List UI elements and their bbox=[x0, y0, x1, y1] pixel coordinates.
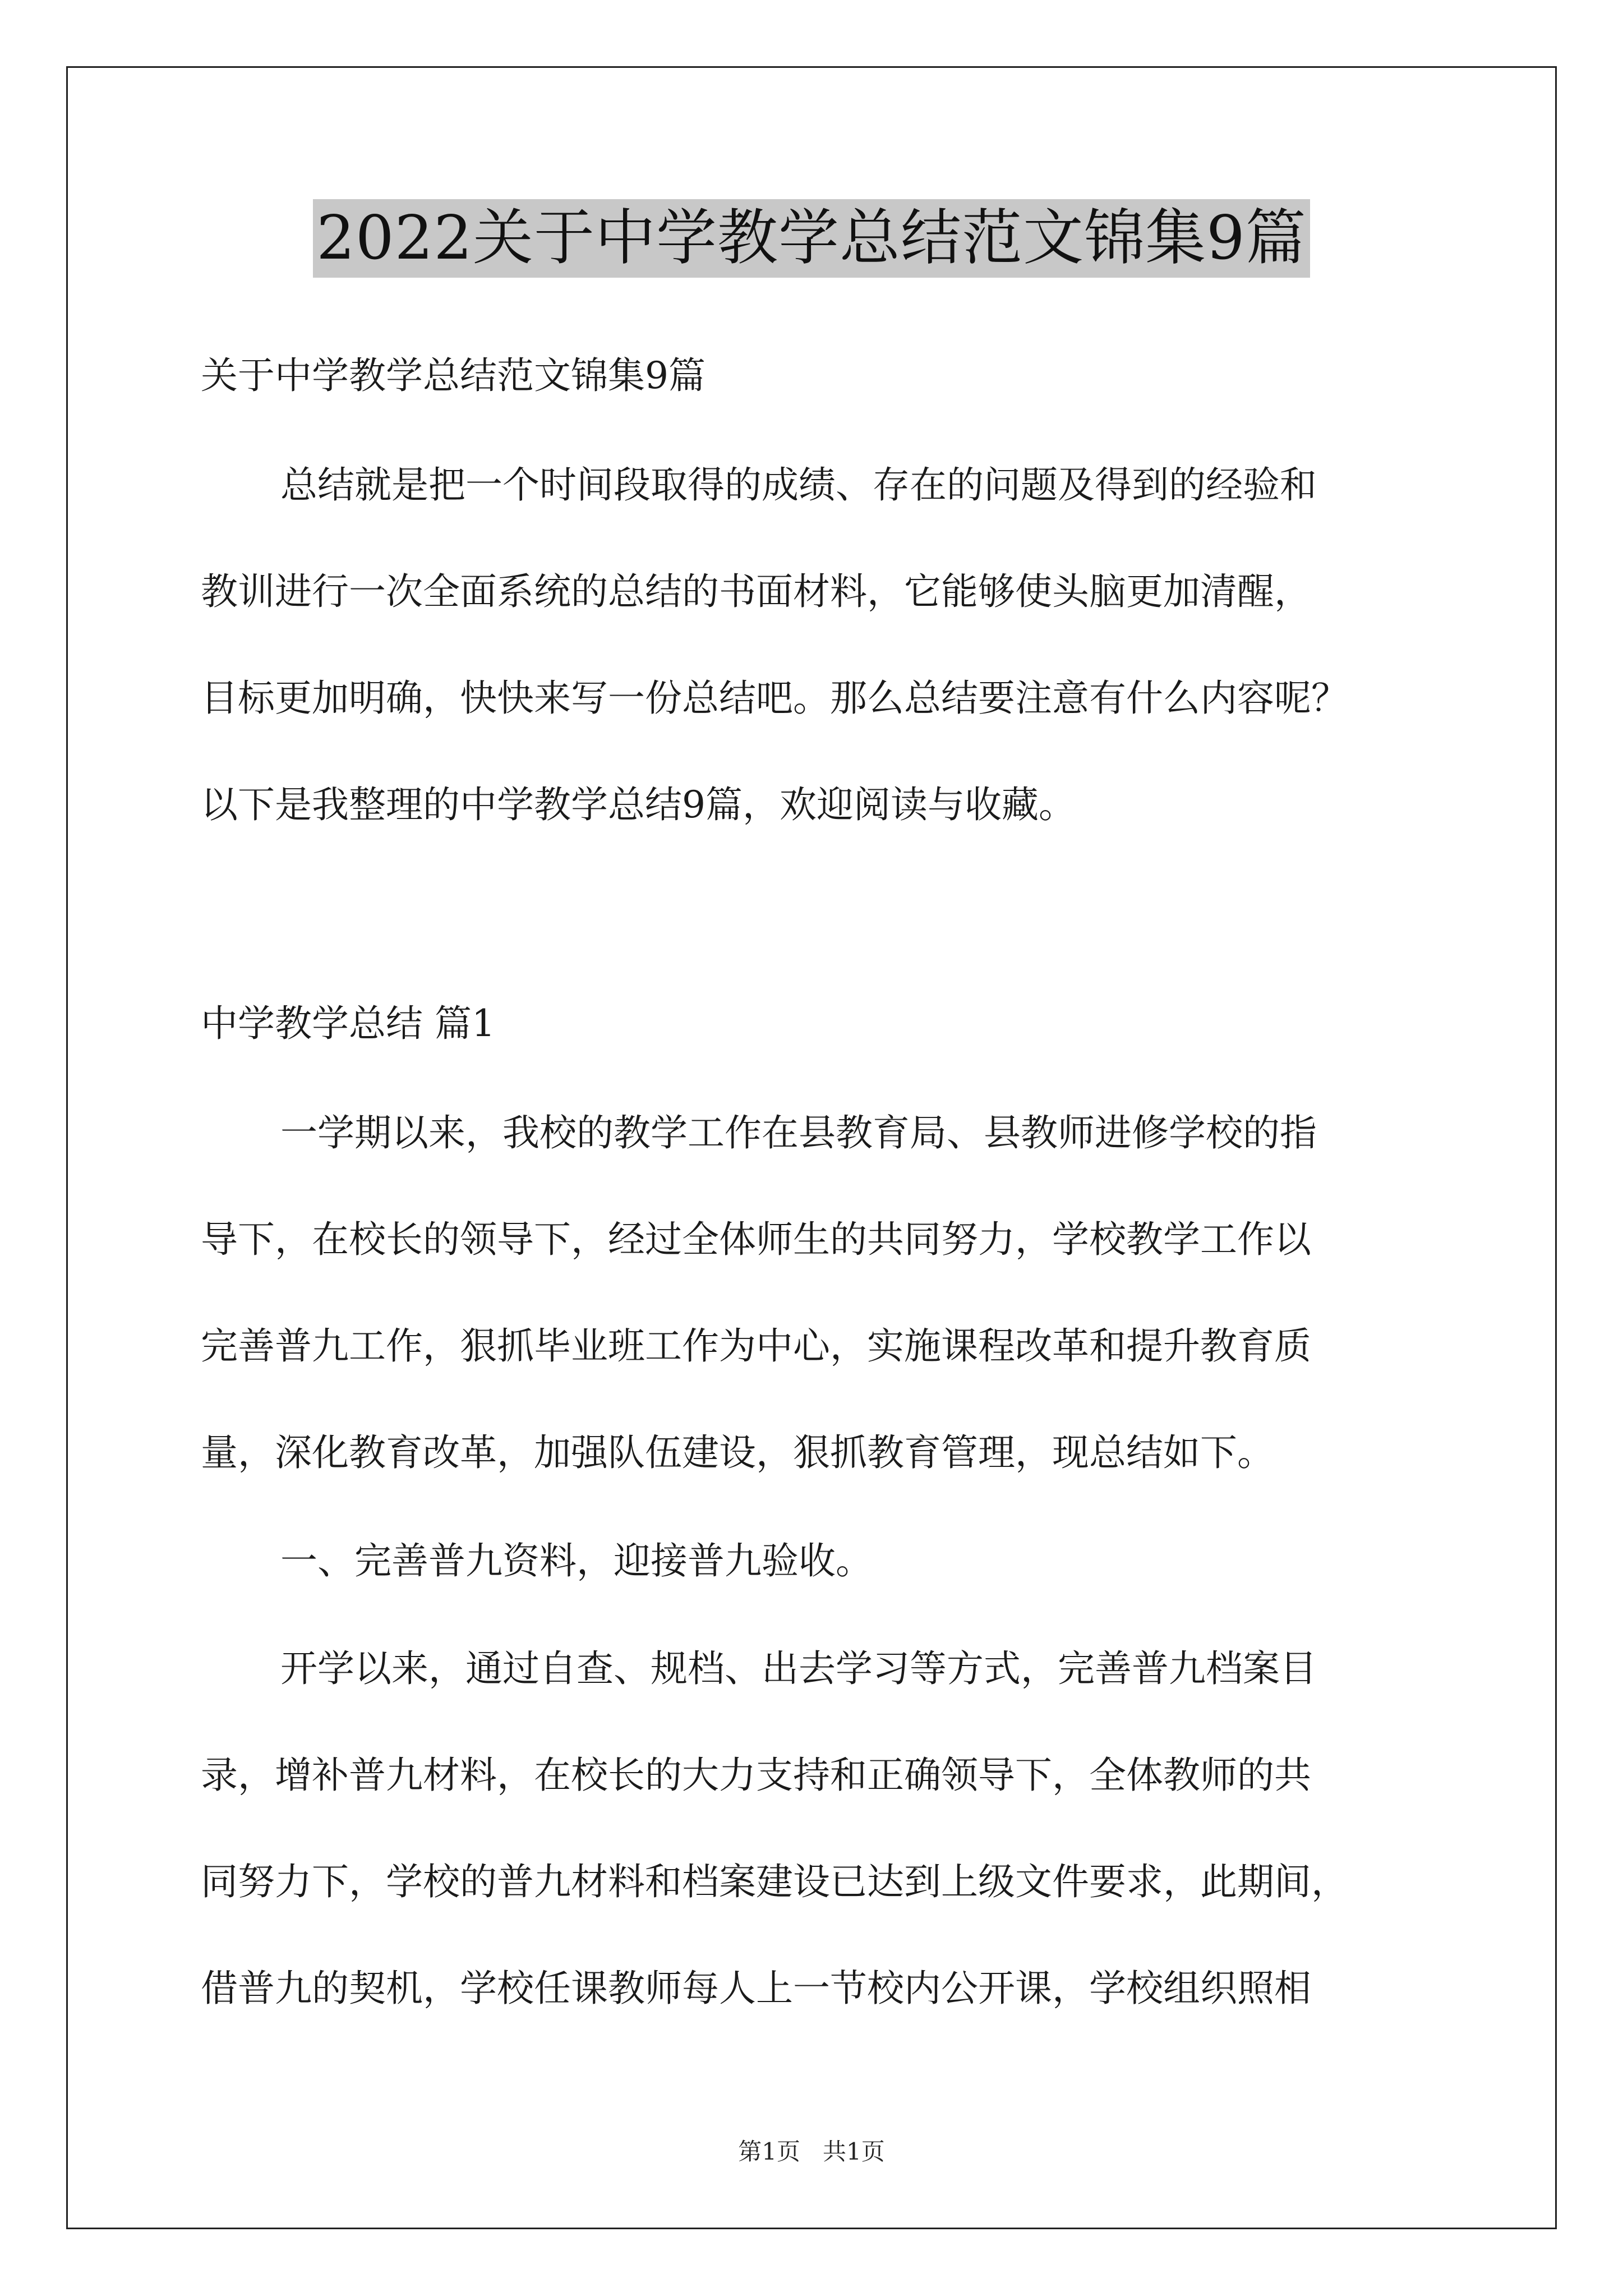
paragraph-line: 导下，在校长的领导下，经过全体师生的共同努力，学校教学工作以 bbox=[201, 1218, 1311, 1261]
title-container bbox=[0, 199, 1623, 278]
section-heading: 中学教学总结 篇1 bbox=[201, 1002, 495, 1045]
paragraph-line: 开学以来，通过自查、规档、出去学习等方式，完善普九档案目 bbox=[280, 1647, 1317, 1690]
paragraph-line: 录，增补普九材料，在校长的大力支持和正确领导下，全体教师的共 bbox=[201, 1754, 1311, 1797]
document-title: 2022关于中学教学总结范文锦集9篇 bbox=[313, 199, 1310, 278]
page-number: 第1页 bbox=[738, 2138, 800, 2165]
intro-line-2: 教训进行一次全面系统的总结的书面材料，它能够使头脑更加清醒， bbox=[201, 570, 1311, 613]
list-item-heading: 一、完善普九资料，迎接普九验收。 bbox=[280, 1539, 873, 1582]
page-footer bbox=[0, 2136, 1623, 2168]
paragraph-line: 一学期以来，我校的教学工作在县教育局、县教师进修学校的指 bbox=[280, 1111, 1317, 1154]
paragraph-line: 借普九的契机，学校任课教师每人上一节校内公开课，学校组织照相 bbox=[201, 1967, 1311, 2010]
paragraph-line: 完善普九工作，狠抓毕业班工作为中心，实施课程改革和提升教育质 bbox=[201, 1324, 1311, 1368]
page-total: 共1页 bbox=[823, 2138, 885, 2165]
intro-line-4: 以下是我整理的中学教学总结9篇，欢迎阅读与收藏。 bbox=[201, 783, 1076, 826]
paragraph-line: 同努力下，学校的普九材料和档案建设已达到上级文件要求，此期间， bbox=[201, 1860, 1348, 1903]
intro-line-1: 总结就是把一个时间段取得的成绩、存在的问题及得到的经验和 bbox=[280, 463, 1317, 507]
intro-line-3: 目标更加明确，快快来写一份总结吧。那么总结要注意有什么内容呢？ bbox=[201, 677, 1348, 720]
paragraph-line: 量，深化教育改革，加强队伍建设，狠抓教育管理，现总结如下。 bbox=[201, 1431, 1274, 1474]
document-subtitle: 关于中学教学总结范文锦集9篇 bbox=[201, 354, 706, 397]
